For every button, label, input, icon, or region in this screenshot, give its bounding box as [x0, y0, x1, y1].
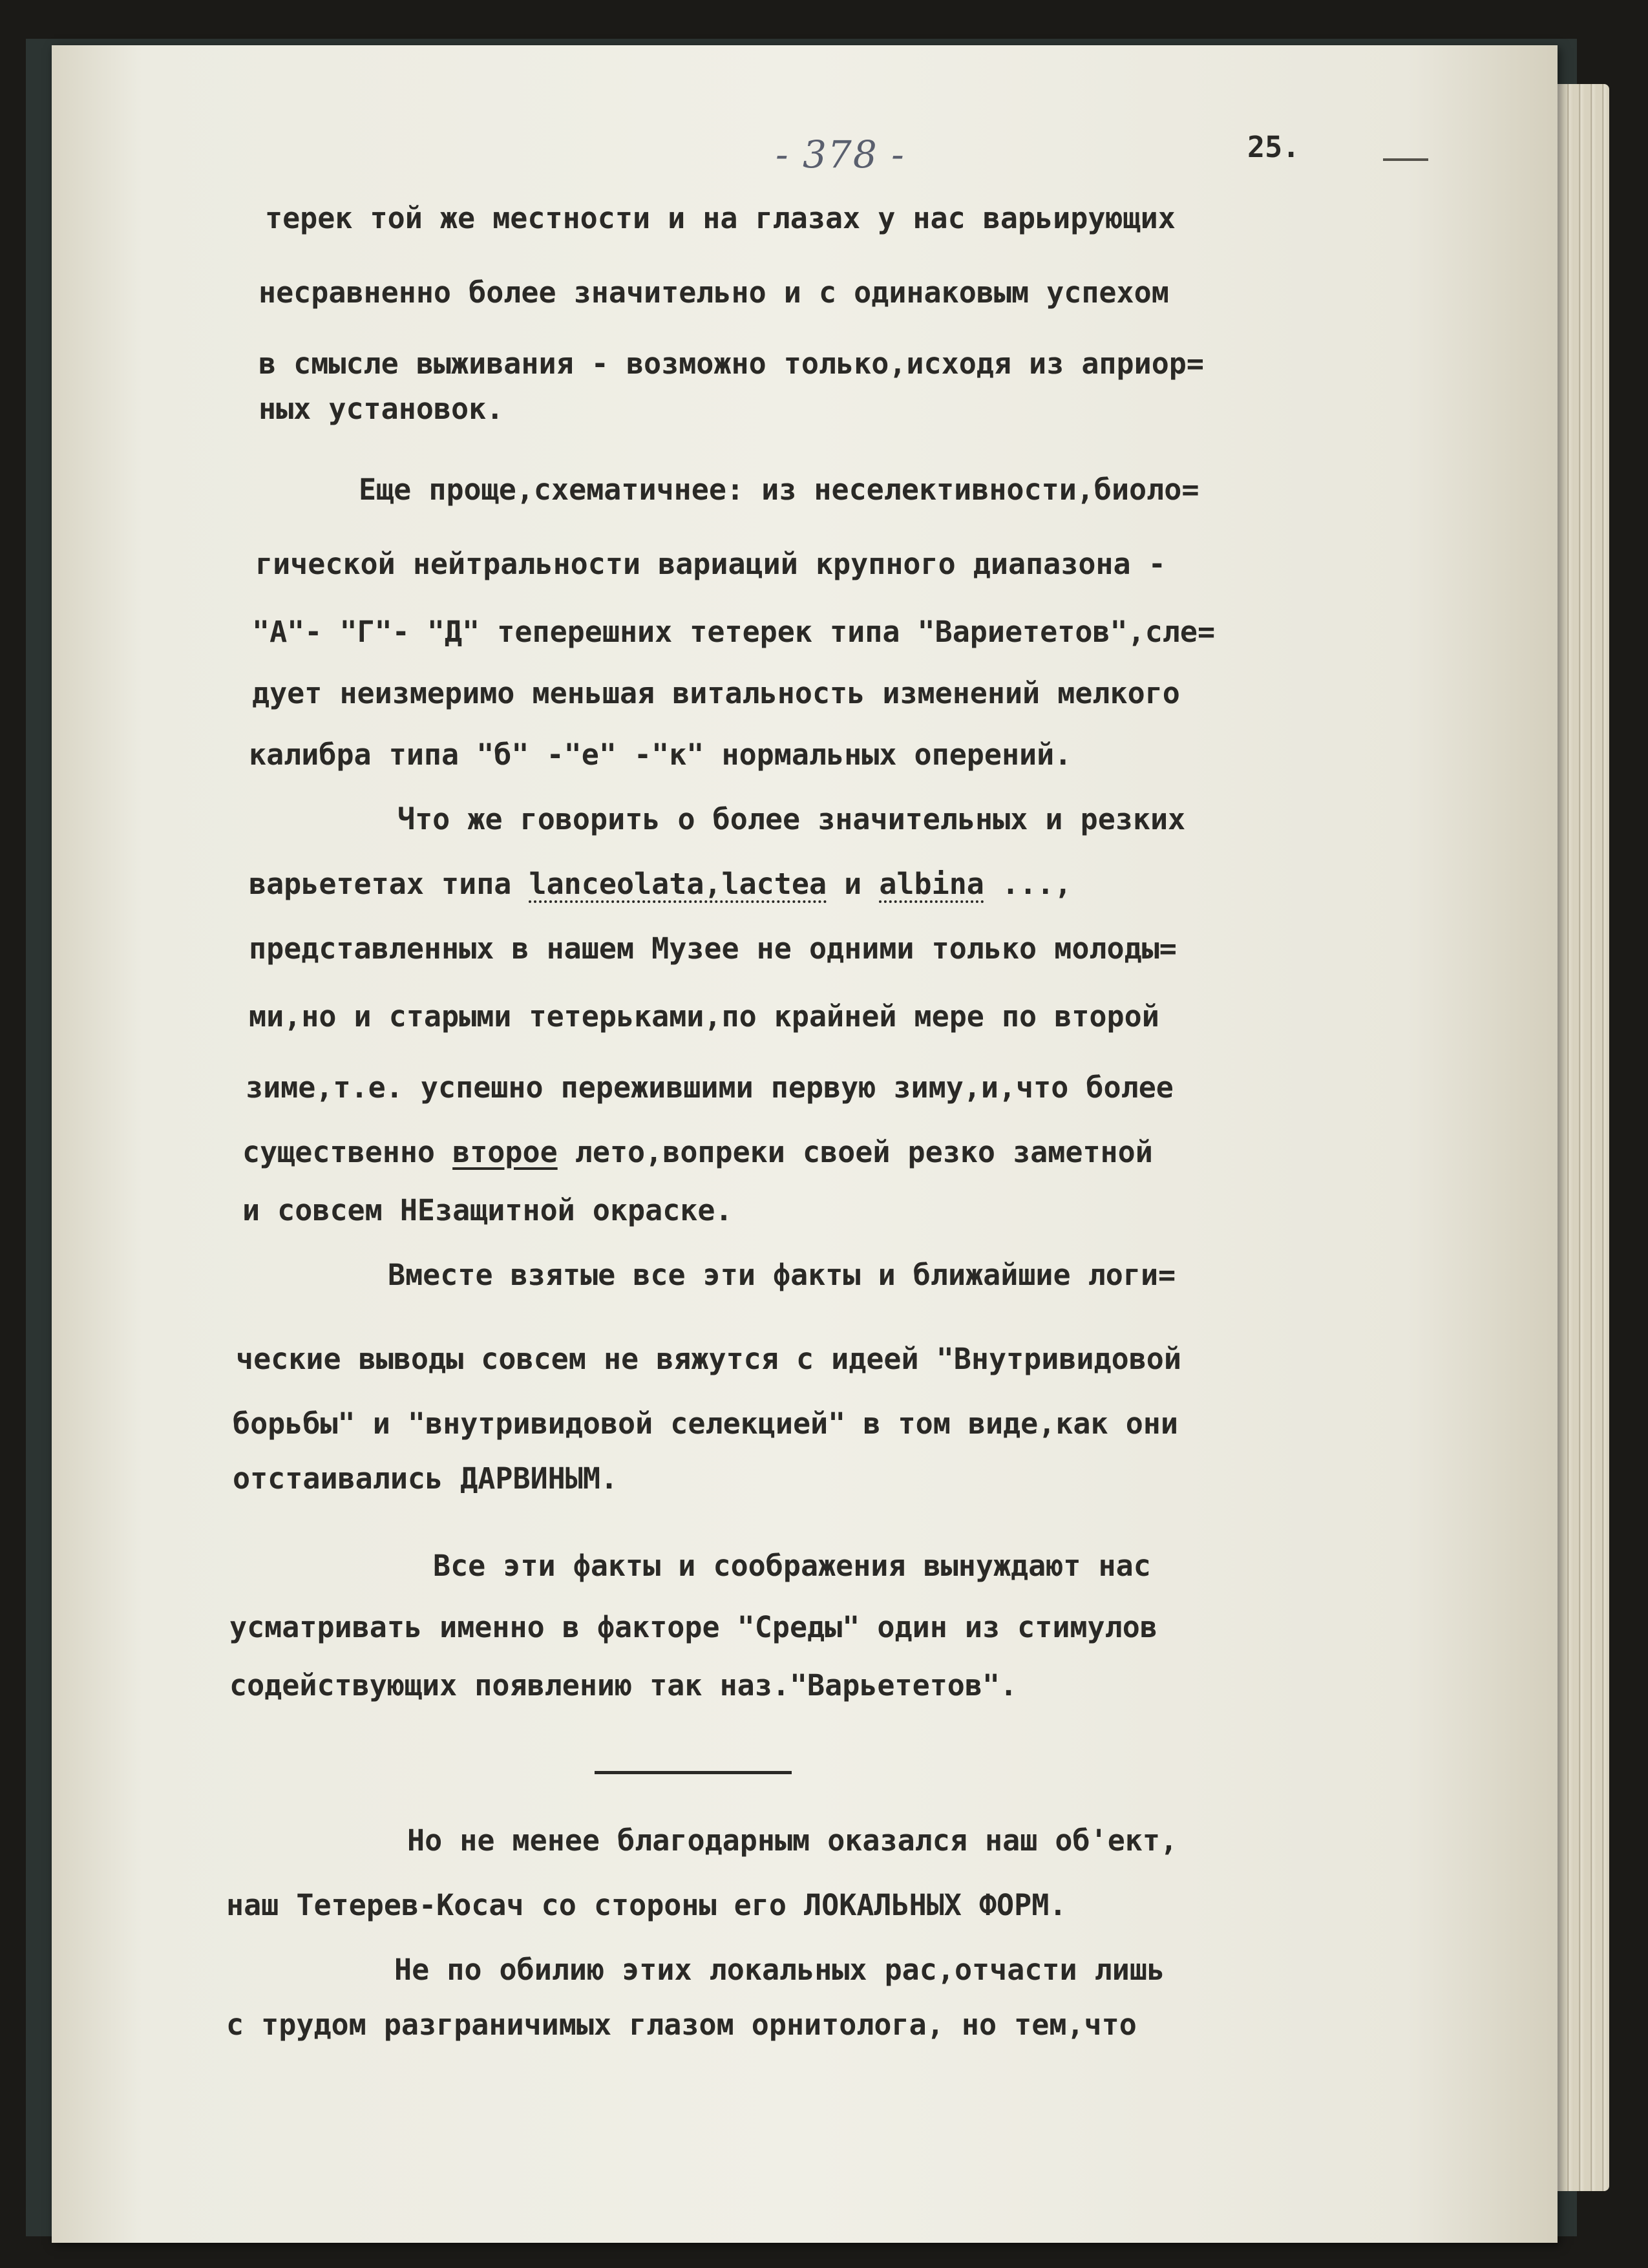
corner-line: [1383, 158, 1428, 161]
text-line: терек той же местности и на глазах у нас варьирующих: [265, 201, 1176, 235]
text-line: ческие выводы совсем не вяжутся с идеей "Внутривидовой: [236, 1342, 1181, 1376]
varieties-middle: и: [827, 867, 880, 901]
text-line: калибра типа "б" -"е" -"к" нормальных оперений.: [249, 737, 1072, 772]
text-line: и совсем НЕзащитной окраске.: [242, 1193, 733, 1227]
varieties-prefix: варьететах типа: [249, 867, 529, 901]
text-line: Вместе взятые все эти факты и ближайшие логи=: [388, 1258, 1176, 1292]
latin-names-2: albina: [879, 867, 984, 901]
varieties-line: [249, 867, 1072, 901]
text-line: "А"- "Г"- "Д" теперешних тетерек типа "Вариететов",сле=: [252, 615, 1216, 649]
text-line: борьбы" и "внутривидовой селекцией" в том виде,как они: [233, 1406, 1178, 1441]
page-number: - 378 -: [776, 132, 905, 176]
text-line: ных установок.: [259, 392, 504, 426]
text-line: содействующих появлению так наз."Варьететов".: [229, 1668, 1018, 1702]
latin-names-1: lanceolata,lactea: [529, 867, 827, 901]
text-line: усматривать именно в факторе "Среды" один из стимулов: [229, 1610, 1157, 1644]
second-summer-line: [242, 1135, 1153, 1169]
section-divider: [595, 1771, 792, 1774]
text-line: зиме,т.е. успешно пережившими первую зиму,и,что более: [246, 1070, 1174, 1105]
text-line: гической нейтральности вариаций крупного диапазона -: [255, 547, 1166, 581]
text-line: представленных в нашем Музее не одними только молоды=: [249, 931, 1177, 966]
corner-mark: 25.: [1247, 130, 1300, 164]
text-line: отстаивались ДАРВИНЫМ.: [233, 1461, 618, 1496]
text-line: Не по обилию этих локальных рас,отчасти лишь: [394, 1953, 1165, 1987]
second-summer-prefix: существенно: [242, 1135, 453, 1169]
text-line: Что же говорить о более значительных и резких: [397, 802, 1186, 836]
second-summer-suffix: лето,вопреки своей резко заметной: [557, 1135, 1153, 1169]
underlined-word: второе: [452, 1135, 558, 1169]
text-line: наш Тетерев-Косач со стороны его ЛОКАЛЬНЫХ ФОРМ.: [226, 1888, 1067, 1922]
varieties-suffix: ...,: [984, 867, 1072, 901]
text-line: ми,но и старыми тетерьками,по крайней мере по второй: [249, 999, 1159, 1033]
text-line: Еще проще,схематичнее: из неселективности,биоло=: [359, 472, 1199, 507]
text-line: несравненно более значительно и с одинаковым успехом: [259, 275, 1169, 310]
text-line: в смысле выживания - возможно только,исходя из априор=: [259, 346, 1204, 381]
text-line: Но не менее благодарным оказался наш об'ект,: [407, 1823, 1178, 1858]
text-line: с трудом разграничимых глазом орнитолога, но тем,что: [226, 2008, 1137, 2042]
text-line: Все эти факты и соображения вынуждают нас: [433, 1549, 1151, 1583]
text-line: дует неизмеримо меньшая витальность изменений мелкого: [252, 676, 1180, 710]
